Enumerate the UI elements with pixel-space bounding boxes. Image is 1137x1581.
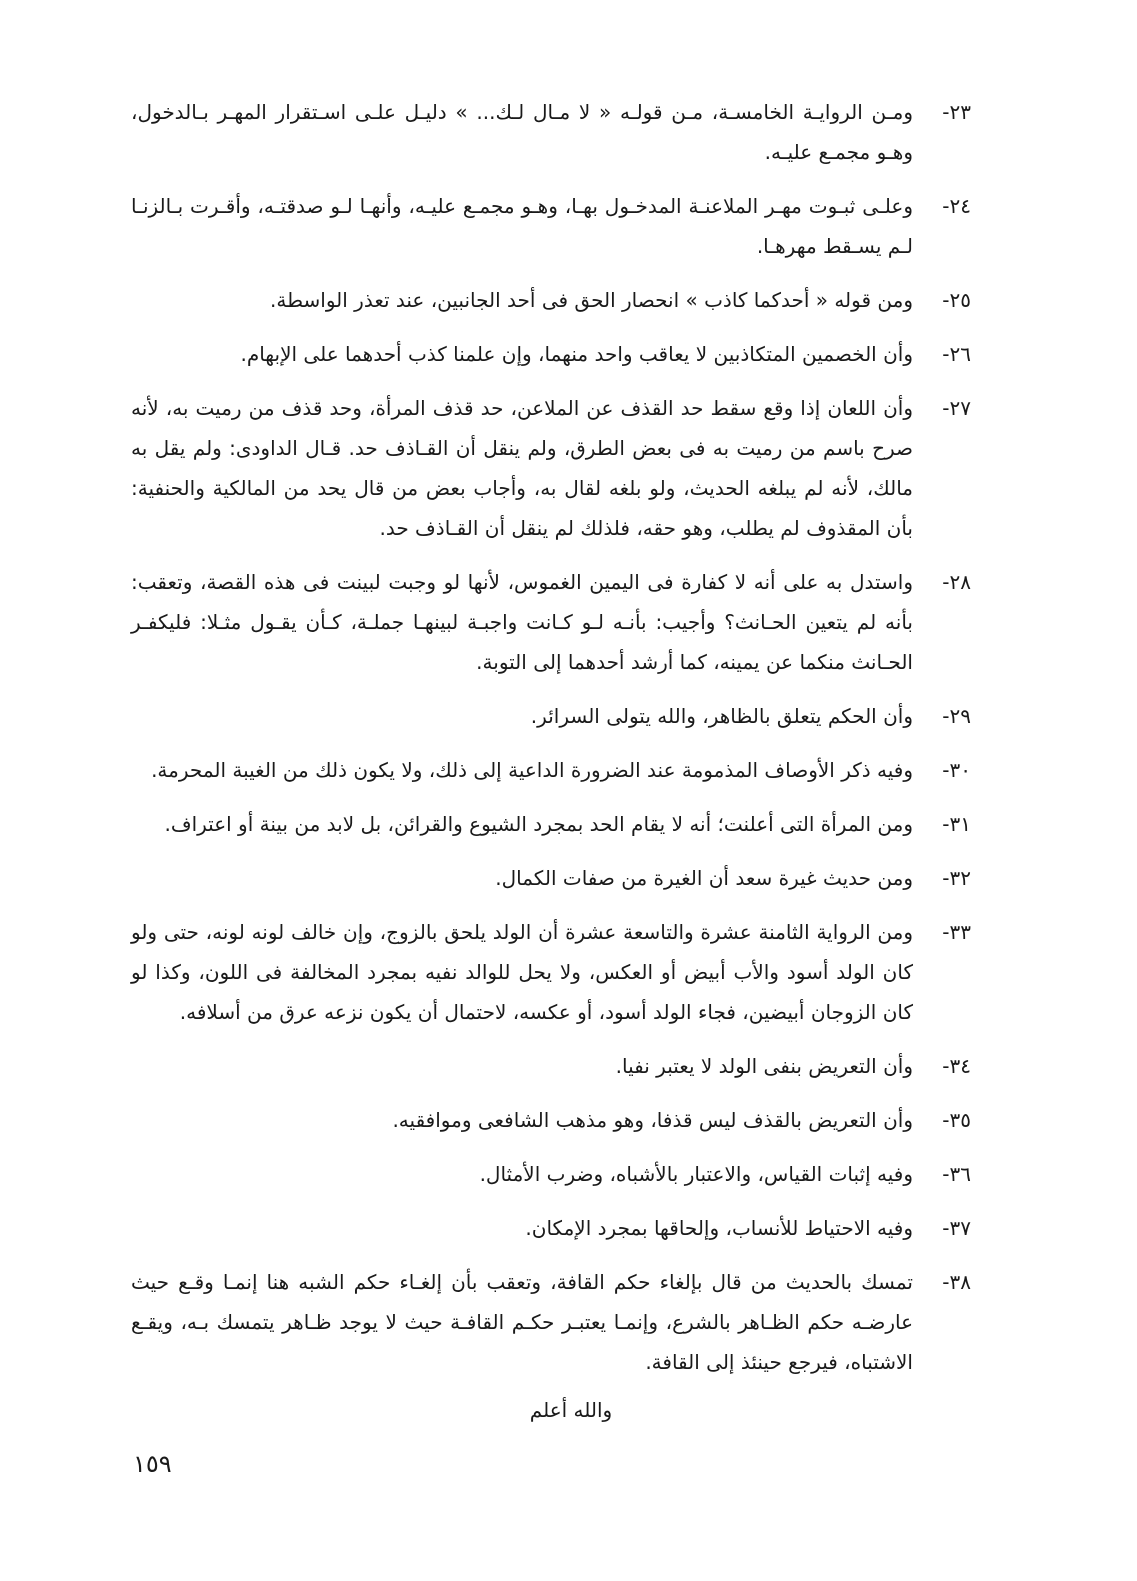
list-item-38 [131, 1262, 971, 1382]
item-number: ٣٨- [942, 1270, 971, 1294]
page-body [131, 92, 971, 1430]
item-text: وأن الخصمين المتكاذبين لا يعاقب واحد منهما، وإن علمنا كذب أحدهما على الإبهام. [240, 342, 913, 366]
item-text: ومن حديث غيرة سعد أن الغيرة من صفات الكمال. [495, 866, 913, 890]
item-text: ومن قوله « أحدكما كاذب » انحصار الحق فى أحد الجانبين، عند تعذر الواسطة. [270, 288, 913, 312]
list-item-26 [131, 334, 971, 374]
list-item-29 [131, 696, 971, 736]
item-number: ٢٧- [942, 396, 971, 420]
list-item-32 [131, 858, 971, 898]
item-text: ومـن الروايـة الخامسـة، مـن قولـه « لا مـال لـك... » دليـل علـى اسـتقرار المهـر بـالدخول، وهـو مجمـع عليـه. [131, 100, 913, 164]
list-item-36 [131, 1154, 971, 1194]
list-item-27 [131, 388, 971, 548]
item-number: ٣٥- [942, 1108, 971, 1132]
item-text: وفيه ذكر الأوصاف المذمومة عند الضرورة الداعية إلى ذلك، ولا يكون ذلك من الغيبة المحرمة. [151, 758, 913, 782]
item-text: وعلـى ثبـوت مهـر الملاعنـة المدخـول بهـا، وهـو مجمـع عليـه، وأنهـا لـو صدقتـه، وأقـرت بـالزنـا لـم يسـقط مهرهـا. [131, 194, 913, 258]
item-number: ٢٦- [942, 342, 971, 366]
item-text: تمسك بالحديث من قال بإلغاء حكم القافة، وتعقب بأن إلغـاء حكم الشبه هنا إنمـا وقـع حيث عارضـه حكم الظـاهر بالشرع، وإنمـا يعتبـر حكـم القافـة حيث لا يوجد ظـاهر يتمسك بـه، ويقـع الاشتباه، فيرجع حينئذ إلى القافة. [131, 1270, 913, 1374]
item-number: ٣٣- [942, 920, 971, 944]
item-text: ومن المرأة التى أعلنت؛ أنه لا يقام الحد بمجرد الشيوع والقرائن، بل لابد من بينة أو اعتراف. [164, 812, 913, 836]
item-text: وفيه إثبات القياس، والاعتبار بالأشباه، وضرب الأمثال. [479, 1162, 913, 1186]
page-number: ١٥٩ [133, 1450, 172, 1478]
list-item-31 [131, 804, 971, 844]
list-item-28 [131, 562, 971, 682]
list-item-37 [131, 1208, 971, 1248]
item-text: وأن التعريض بالقذف ليس قذفا، وهو مذهب الشافعى وموافقيه. [392, 1108, 913, 1132]
item-number: ٢٩- [942, 704, 971, 728]
closing-phrase: والله أعلم [529, 1398, 613, 1422]
item-text: وأن التعريض بنفى الولد لا يعتبر نفيا. [615, 1054, 913, 1078]
item-text: وفيه الاحتياط للأنساب، وإلحاقها بمجرد الإمكان. [525, 1216, 913, 1240]
list-item-25 [131, 280, 971, 320]
item-number: ٣٠- [942, 758, 971, 782]
item-number: ٢٤- [942, 194, 971, 218]
list-item-30 [131, 750, 971, 790]
item-number: ٢٥- [942, 288, 971, 312]
item-text: وأن الحكم يتعلق بالظاهر، والله يتولى السرائر. [530, 704, 913, 728]
item-text: واستدل به على أنه لا كفارة فى اليمين الغموس، لأنها لو وجبت لبينت فى هذه القصة، وتعقب: بأنه لم يتعين الحـانث؟ وأجيب: بأنـه لـو كـانت واجبـة لبينهـا جملـة، كـأن يقـول مثـلا: فليكفـر الحـانث منكما عن يمينه، كما أرشد أحدهما إلى التوبة. [131, 570, 913, 674]
list-item-23 [131, 92, 971, 172]
item-number: ٣٤- [942, 1054, 971, 1078]
item-number: ٢٣- [942, 100, 971, 124]
item-text: وأن اللعان إذا وقع سقط حد القذف عن الملاعن، حد قذف المرأة، وحد قذف من رميت به، لأنه صرح باسم من رميت به فى بعض الطرق، ولم ينقل أن القـاذف حد. قـال الداودى: ولم يقل به مالك، لأنه لم يبلغه الحديث، ولو بلغه لقال به، وأجاب بعض من قال يحد من المالكية والحنفية: بأن المقذوف لم يطلب، وهو حقه، فلذلك لم ينقل أن القـاذف حد. [131, 396, 913, 540]
list-item-35 [131, 1100, 971, 1140]
item-number: ٣٧- [942, 1216, 971, 1240]
item-number: ٢٨- [942, 570, 971, 594]
item-number: ٣٢- [942, 866, 971, 890]
item-number: ٣١- [942, 812, 971, 836]
item-text: ومن الرواية الثامنة عشرة والتاسعة عشرة أن الولد يلحق بالزوج، وإن خالف لونه لونه، حتى ولو كان الولد أسود والأب أبيض أو العكس، ولا يحل للوالد نفيه بمجرد المخالفة فى اللون، وكذا لو كان الزوجان أبيضين، فجاء الولد أسود، أو عكسه، لاحتمال أن يكون نزعه عرق من أسلافه. [131, 920, 913, 1024]
list-item-24 [131, 186, 971, 266]
list-item-34 [131, 1046, 971, 1086]
list-item-33 [131, 912, 971, 1032]
item-number: ٣٦- [942, 1162, 971, 1186]
